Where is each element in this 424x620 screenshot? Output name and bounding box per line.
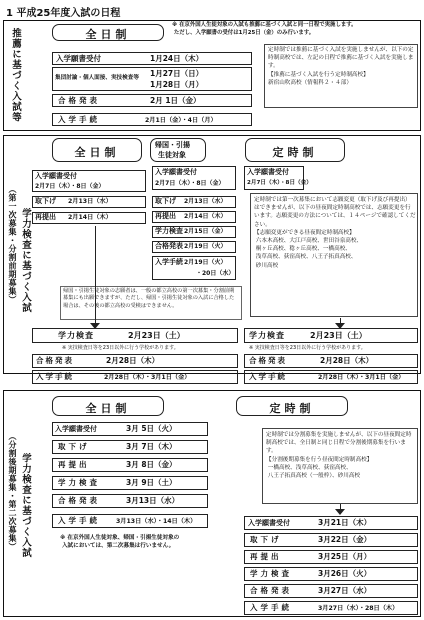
s2-header-teiji-text: 定時制 <box>272 146 318 159</box>
s3-zen-row-1-value: 3月 5日（火） <box>126 424 177 433</box>
s3-zen-row-5-value: 3月13日（水） <box>126 496 180 505</box>
s2-header-zen-text: 全日制 <box>74 146 120 159</box>
s1-row-1-value: 1月24日（木） <box>150 54 204 63</box>
s2-teiji-note: 定時制では第一次募集において志願変更（取下げ及び再提出）はできませんが、以下の昼夜間定時制高校では、志願変更を行います。志願変更の方法については、１４ページで確認してください。 【志願変更ができる昼夜間定時制高校】 六本木高校、大江戸高校、世田谷泉高校、 桐ヶ丘高校、稔ヶ丘高校、一橋高校、 浅草高校、荻窪高校、八王子拓真高校、 砂川高校 <box>254 197 416 269</box>
s3-zen-row-3-label: 再提出 <box>58 460 90 469</box>
s1-row-3-value: 2月 1日（金） <box>150 96 201 105</box>
section-dai1ji-label: 学力検査に基づく入試 <box>20 207 31 313</box>
s3-header-teiji-text: 定時制 <box>269 402 315 415</box>
s3-zen-row-4-value: 3月 9日（土） <box>126 478 177 487</box>
s2-connector-zen <box>95 226 96 326</box>
s1-row-2-value2: 1月28日（月） <box>150 80 204 89</box>
s3-zen-row-5-label: 合格発表 <box>58 496 100 505</box>
s1-note: ※ 在京外国人生徒対象の入試も推薦に基づく入試と同一日程で実施します。 ただし、入学願書の受付は1月25日（金）のみ行います。 <box>172 22 357 36</box>
s1-row-3-label: 合格発表 <box>58 96 100 105</box>
s3-teiji-row-1-value: 3月21日（木） <box>318 518 372 527</box>
s2-zen-row-3-label: 再提出 <box>35 213 56 221</box>
section-dai2ji-sub: （分割後期募集・第二次募集） <box>8 432 17 551</box>
s1-row-2-value: 1月27日（日） <box>150 69 204 78</box>
s2-kiko-row-1-value: 2月7日（木）・8日（金） <box>155 180 225 187</box>
s3-teiji-row-2-value: 3月22日（金） <box>318 535 372 544</box>
s2-gokaku-zen-label: 合格発表 <box>36 356 74 365</box>
s2-gokaku-zen-value: 2月28日（木） <box>106 356 160 365</box>
s3-teiji-row-5-label: 合格発表 <box>250 586 292 595</box>
s2-small-zen: ※ 実技検査日等を23日以外に行う学校があります。 <box>62 345 179 351</box>
s2-header-kiko-1: 帰国・引揚 <box>155 141 190 149</box>
s2-gaku-teiji-label: 学力検査 <box>249 331 285 340</box>
s2-kiko-row-6-label: 入学手続 <box>155 258 183 266</box>
s2-kiko-row-2-value: 2月13日（水） <box>184 198 227 205</box>
s3-zen-row-2-value: 3月 7日（木） <box>126 442 177 451</box>
s3-teiji-row-4-label: 学力検査 <box>250 569 292 578</box>
section-dai2ji-label: 学力検査に基づく入試 <box>20 452 31 558</box>
s2-kiko-row-4-value: 2月15日（金） <box>184 228 227 235</box>
s3-zen-row-2-label: 取下げ <box>58 442 90 451</box>
s2-kiko-row-6-value: 2月19日（火） <box>184 259 227 266</box>
s3-teiji-row-1-label: 入学願書受付 <box>248 519 290 527</box>
s2-zen-row-1-value: 2月7日（木）・8日（金） <box>35 183 105 190</box>
s2-zen-row-3-value: 2月14日（木） <box>68 214 112 221</box>
s2-zen-row-2-label: 取下げ <box>35 197 56 205</box>
s1-row-4-value: 2月1日（金）・4日（月） <box>145 117 217 124</box>
s1-row-1-label: 入学願書受付 <box>56 54 101 63</box>
s2-teiji-row-1-label: 入学願書受付 <box>247 168 289 176</box>
s2-kiko-row-3-label: 再提出 <box>155 212 176 220</box>
s2-gaku-zen-value: 2月23日（土） <box>128 331 185 340</box>
s3-teiji-row-3-label: 再提出 <box>250 552 282 561</box>
s2-kiko-row-2-label: 取下げ <box>155 197 176 205</box>
s2-zen-row-2-value: 2月13日（水） <box>68 198 112 205</box>
s2-kiko-row-3-value: 2月14日（木） <box>184 213 227 220</box>
s2-kiko-row-5-value: 2月19日（火） <box>184 243 227 250</box>
s3-teiji-row-2-label: 取下げ <box>250 535 282 544</box>
s3-zen-row-6-value: 3月13日（水）・14日（木） <box>116 518 197 525</box>
s2-gokaku-teiji-label: 合格発表 <box>249 356 287 365</box>
s1-teiji-note: 定時制では推薦に基づく入試を実施しませんが、以下の定時制高校では、左記の日程で推薦に基づく入試を実施します。 【推薦に基づく入試を行う定時制高校】 新宿山吹高校（情報科２・４部） <box>268 47 414 86</box>
s2-tetsu-teiji-label: 入学手続 <box>249 372 287 381</box>
s3-teiji-row-6-label: 入学手続 <box>250 603 292 612</box>
s3-zen-note: ※ 在京外国人生徒対象、帰国・引揚生徒対象の 入試においては、第二次募集は行いません。 <box>60 535 180 550</box>
s1-row-2-label: 集団討論・個人面接、実技検査等 <box>55 75 139 81</box>
s2-small-teiji: ※ 実技検査日等を23日以外に行う学校があります。 <box>249 345 366 351</box>
s2-tetsu-teiji-value: 2月28日（木）・3月1日（金） <box>318 374 405 381</box>
s2-kiko-row-4-label: 学力検査 <box>155 227 183 235</box>
s2-kiko-row-6-value2: ・20日（水） <box>196 270 235 277</box>
s3-teiji-note: 定時制では分割募集を実施しませんが、以下の昼夜間定時制高校では、全日制と同じ日程で分割後期募集を行います。 【分割後期募集を行う昼夜間定時制高校】 一橋高校、浅草高校、荻窪高校、 八王子拓真高校（一般枠）、砂川高校 <box>266 432 412 480</box>
s2-mid-note: 帰国・引揚生徒対象の志願者は、一般の都立高校の第一次募集・分割前期募集にも出願できますが、ただし、帰国・引揚生徒対象の入試に合格した場合は、その後の都立高校の受検はできません。 <box>63 288 235 309</box>
s1-row-4-label: 入学手続 <box>58 115 100 124</box>
s2-tetsu-zen-value: 2月28日（木）・3月1日（金） <box>104 374 191 381</box>
s2-gaku-teiji-value: 2月23日（土） <box>310 331 367 340</box>
s2-kiko-row-1-label: 入学願書受付 <box>155 168 197 176</box>
s1-header-zen-text: 全日制 <box>85 28 131 41</box>
page-title: 1 平成25年度入試の日程 <box>6 8 121 19</box>
s3-zen-row-1-label: 入学願書受付 <box>55 425 97 433</box>
s2-gokaku-teiji-value: 2月28日（木） <box>320 356 374 365</box>
s3-arrow-teiji <box>335 509 345 515</box>
s2-gaku-zen-label: 学力検査 <box>58 331 94 340</box>
s3-teiji-row-6-value: 3月27日（水）・28日（木） <box>318 605 399 612</box>
s3-zen-row-3-value: 3月 8日（金） <box>126 460 177 469</box>
section-dai1ji-sub: （第一次募集・分割前期募集） <box>8 185 17 304</box>
s3-header-zen-text: 全日制 <box>85 402 131 415</box>
s3-teiji-row-3-value: 3月25日（月） <box>318 552 372 561</box>
s2-header-kiko-2: 生徒対象 <box>158 151 186 159</box>
s3-teiji-row-5-value: 3月27日（水） <box>318 586 372 595</box>
s3-zen-row-4-label: 学力検査 <box>58 478 100 487</box>
s2-kiko-row-5-label: 合格発表 <box>155 242 183 250</box>
s2-tetsu-zen-label: 入学手続 <box>36 372 74 381</box>
s2-zen-row-1-label: 入学願書受付 <box>35 172 77 180</box>
s3-teiji-row-4-value: 3月26日（火） <box>318 569 372 578</box>
s2-teiji-row-1-value: 2月7日（木）・8日（金） <box>247 180 312 186</box>
section-suisen-label: 推薦に基づく入試等 <box>10 27 21 123</box>
s3-zen-row-6-label: 入学手続 <box>58 516 100 525</box>
